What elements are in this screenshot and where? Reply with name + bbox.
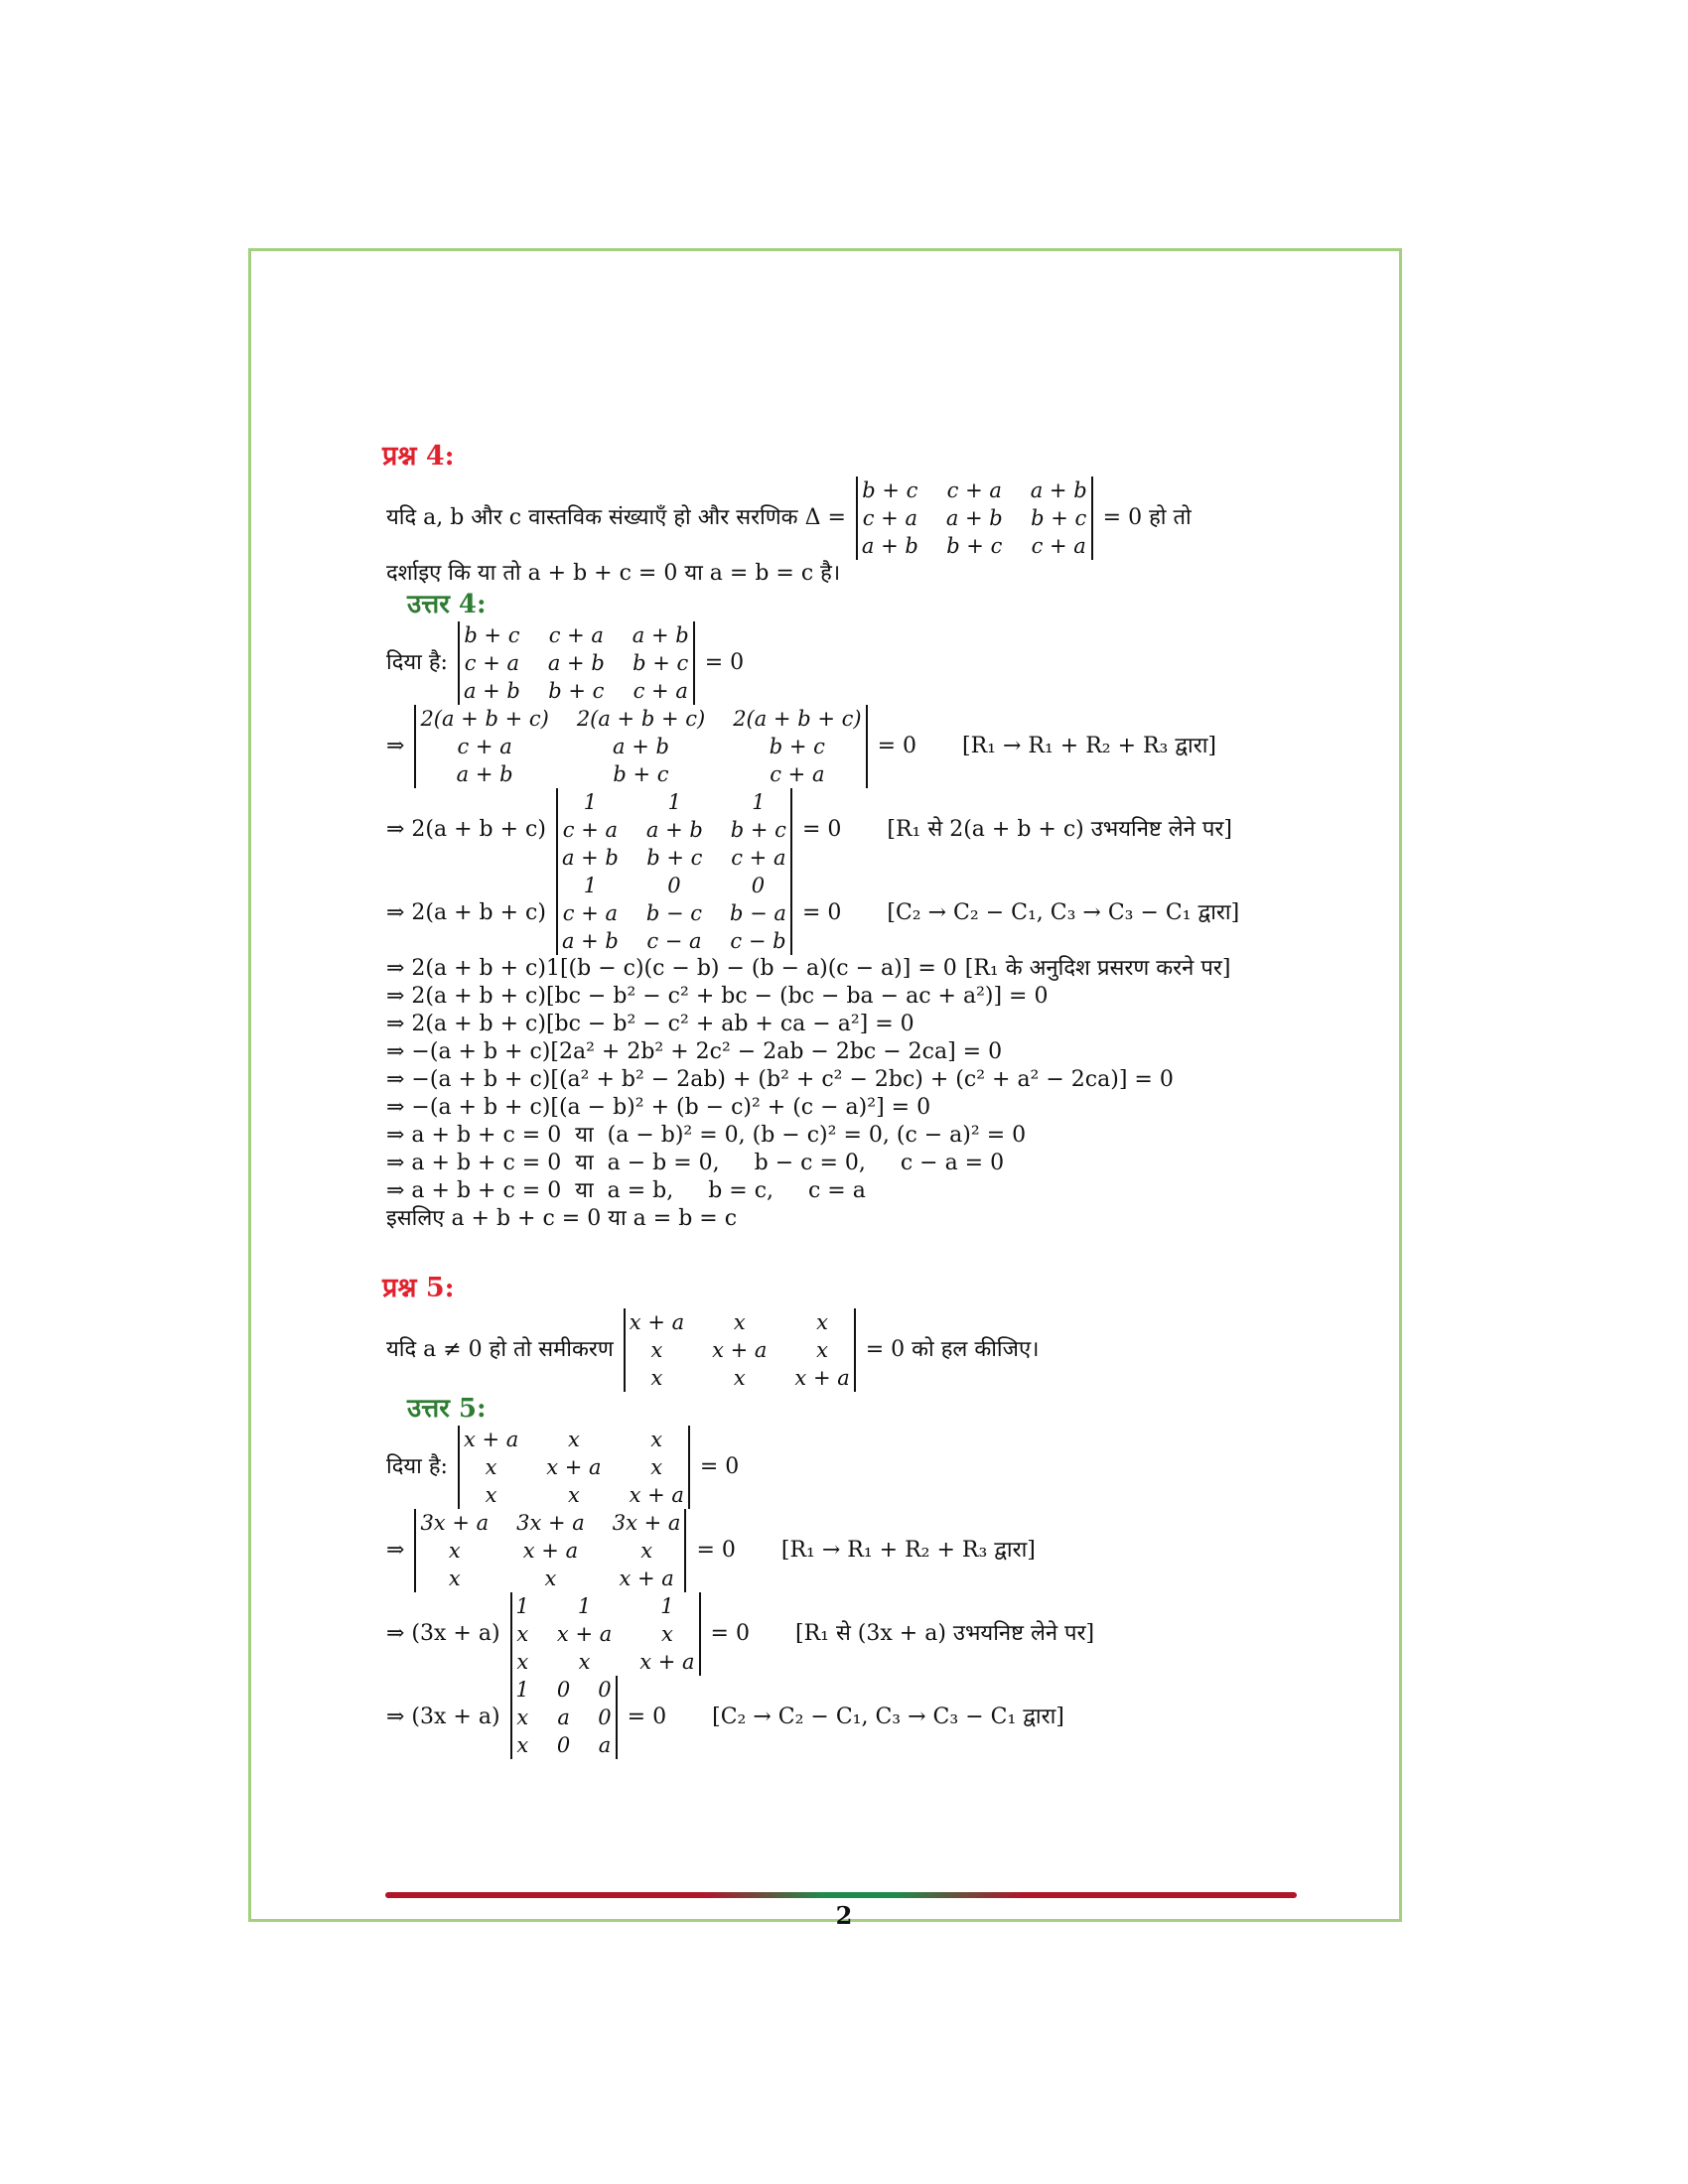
determinant-cell: c + a: [633, 679, 688, 703]
question-5-statement: यदि a ≠ 0 हो तो समीकरण x + a x x x x + a x x x x + a = 0 को हल कीजिए।: [386, 1310, 1040, 1390]
step-note: [R₁ → R₁ + R₂ + R₃ द्वारा]: [780, 1538, 1036, 1563]
page-content: [382, 437, 1276, 1759]
answer-4-line: ⇒ a + b + c = 0 या a − b = 0, b − c = 0, c − a = 0: [386, 1151, 1005, 1175]
determinant-cell: x: [650, 1428, 663, 1451]
determinant-cell: x + a: [522, 1539, 579, 1563]
determinant-cell: x: [516, 1650, 529, 1674]
determinant-cell: x + a: [712, 1338, 768, 1362]
determinant-cell: 1: [752, 790, 766, 814]
determinant-cell: x: [640, 1539, 653, 1563]
answer-5-given: दिया है: x + a x x x x + a x x x x + a = 0: [386, 1428, 740, 1507]
determinant-cell: c + a: [946, 478, 1002, 502]
answer-4-step-4: ⇒ 2(a + b + c)1[(b − c)(c − b) − (b − a)(c − a)] = 0 [R₁ के अनुदिश प्रसरण करने पर]: [386, 956, 1231, 981]
answer-5-heading: उत्तर 5:: [407, 1394, 487, 1424]
determinant-cell: a + b: [463, 679, 520, 703]
question-4-statement-line2: दर्शाइए कि या तो a + b + c = 0 या a = b = c है।: [386, 561, 841, 586]
answer-4-step-2: ⇒ 2(a + b + c) 1 1 1 c + a a + b b + c a + b b + c c + a = 0 [R₁ से 2(a + b + c) उभयनिष्ट लेने पर]: [386, 790, 1232, 870]
page-number: 2: [835, 1901, 853, 1930]
determinant: [856, 477, 1093, 560]
determinant: [458, 1426, 690, 1509]
determinant-cell: b − c: [645, 901, 703, 925]
answer-4-line: ⇒ −(a + b + c)[(a − b)² + (b − c)² + (c − a)²] = 0: [386, 1095, 931, 1120]
determinant-cell: 2(a + b + c): [420, 707, 549, 731]
determinant-cell: b + c: [1031, 506, 1087, 530]
determinant-cell: a + b: [456, 762, 513, 786]
answer-4-line: ⇒ −(a + b + c)[2a² + 2b² + 2c² − 2ab − 2bc − 2ca] = 0: [386, 1039, 1003, 1064]
determinant-cell: 3x + a: [612, 1511, 681, 1535]
determinant-cell: x: [485, 1483, 497, 1507]
determinant-cell: a + b: [632, 623, 689, 647]
determinant-cell: x: [516, 1622, 529, 1646]
determinant-cell: a + b: [547, 651, 605, 675]
determinant-cell: x: [578, 1650, 591, 1674]
determinant-cell: a + b: [561, 929, 619, 953]
question-4-heading: प्रश्न 4:: [382, 441, 455, 472]
determinant-cell: x + a: [556, 1622, 613, 1646]
determinant-cell: x: [516, 1733, 529, 1757]
determinant: [458, 621, 695, 705]
determinant-cell: b + c: [464, 623, 520, 647]
determinant-cell: x: [650, 1338, 663, 1362]
determinant-cell: 1: [583, 874, 598, 897]
determinant-cell: x + a: [629, 1310, 685, 1334]
determinant-cell: x + a: [463, 1428, 519, 1451]
step-note: [R₁ से 2(a + b + c) उभयनिष्ट लेने पर]: [887, 817, 1232, 842]
determinant-cell: a + b: [945, 506, 1003, 530]
determinant-cell: x: [733, 1366, 746, 1390]
determinant-cell: b + c: [769, 735, 825, 758]
answer-4-line: ⇒ 2(a + b + c)[bc − b² − c² + ab + ca − a²] = 0: [386, 1012, 914, 1036]
determinant-cell: a + b: [1030, 478, 1087, 502]
determinant-cell: x: [733, 1310, 746, 1334]
question-4-statement: यदि a, b और c वास्तविक संख्याएँ हो और सरणिक Δ = b + c c + a a + b c + a a + b b + c a + b b + c c + a = 0 हो तो: [386, 478, 1192, 558]
answer-4-line: इसलिए a + b + c = 0 या a = b = c: [386, 1206, 738, 1231]
determinant-cell: b + c: [862, 478, 918, 502]
answer-4-lines: [382, 983, 1276, 1233]
step-note: [R₁ के अनुदिश प्रसरण करने पर]: [964, 956, 1231, 981]
determinant-cell: x: [567, 1483, 580, 1507]
determinant-cell: 1: [577, 1594, 592, 1618]
step-note: [C₂ → C₂ − C₁, C₃ → C₃ − C₁ द्वारा]: [712, 1705, 1064, 1729]
determinant-cell: x + a: [546, 1455, 602, 1479]
determinant-cell: c + a: [562, 901, 619, 925]
footer-divider: [385, 1892, 1297, 1898]
answer-4-line: ⇒ a + b + c = 0 या (a − b)² = 0, (b − c)² = 0, (c − a)² = 0: [386, 1123, 1027, 1148]
determinant-cell: x: [516, 1706, 529, 1729]
determinant-cell: x: [816, 1338, 828, 1362]
question-5-heading: प्रश्न 5:: [382, 1273, 455, 1303]
determinant-cell: x: [660, 1622, 673, 1646]
determinant-cell: x: [650, 1366, 663, 1390]
determinant-cell: 0: [556, 1733, 571, 1757]
determinant-cell: c + a: [548, 623, 604, 647]
determinant-cell: a: [557, 1706, 570, 1729]
determinant-cell: c + a: [862, 506, 917, 530]
determinant: [414, 705, 867, 788]
determinant-cell: x + a: [794, 1366, 850, 1390]
determinant-cell: 1: [515, 1678, 529, 1702]
determinant-cell: 3x + a: [420, 1511, 490, 1535]
answer-4-line: ⇒ −(a + b + c)[(a² + b² − 2ab) + (b² + c² − 2bc) + (c² + a² − 2ca)] = 0: [386, 1067, 1174, 1092]
determinant: [556, 872, 792, 955]
determinant-cell: c + a: [464, 651, 520, 675]
determinant-cell: 0: [751, 874, 766, 897]
determinant-cell: 2(a + b + c): [576, 707, 706, 731]
determinant-cell: x: [544, 1567, 557, 1590]
determinant-cell: b + c: [548, 679, 605, 703]
determinant-cell: c + a: [562, 818, 619, 842]
determinant-cell: a + b: [561, 846, 619, 870]
determinant-cell: b + c: [613, 762, 669, 786]
determinant-cell: 0: [598, 1678, 612, 1702]
step-note: [R₁ से (3x + a) उभयनिष्ट लेने पर]: [794, 1621, 1095, 1646]
determinant-cell: a + b: [861, 534, 918, 558]
determinant-cell: 1: [583, 790, 598, 814]
determinant-cell: 1: [515, 1594, 529, 1618]
determinant-cell: x: [567, 1428, 580, 1451]
determinant-cell: b − a: [730, 901, 786, 925]
determinant-cell: 1: [660, 1594, 674, 1618]
answer-4-step-1: ⇒ 2(a + b + c) 2(a + b + c) 2(a + b + c) c + a a + b b + c a + b b + c c + a = 0 [R₁ → R₁ + R₂ + R₃ द्वारा]: [386, 707, 1216, 786]
determinant-cell: a + b: [645, 818, 703, 842]
step-note: [C₂ → C₂ − C₁, C₃ → C₃ − C₁ द्वारा]: [887, 900, 1240, 925]
determinant-cell: a + b: [613, 735, 669, 758]
determinant: [414, 1509, 686, 1592]
answer-5-step-3: ⇒ (3x + a) 1 0 0 x a 0 x 0 a = 0 [C₂ → C₂ − C₁, C₃ → C₃ − C₁ द्वारा]: [386, 1678, 1064, 1757]
determinant-cell: c + a: [770, 762, 825, 786]
determinant-cell: x + a: [629, 1483, 684, 1507]
determinant-cell: x: [816, 1310, 828, 1334]
determinant-cell: 0: [667, 874, 681, 897]
answer-5-step-2: ⇒ (3x + a) 1 1 1 x x + a x x x x + a = 0 [R₁ से (3x + a) उभयनिष्ट लेने पर]: [386, 1594, 1095, 1674]
determinant-cell: c − a: [646, 929, 702, 953]
determinant-cell: 0: [598, 1706, 612, 1729]
determinant-cell: a: [598, 1733, 612, 1757]
determinant-cell: x: [650, 1455, 663, 1479]
determinant-cell: c + a: [1031, 534, 1086, 558]
determinant: [624, 1308, 856, 1392]
determinant-cell: x + a: [639, 1650, 695, 1674]
answer-4-line: ⇒ 2(a + b + c)[bc − b² − c² + bc − (bc − ba − ac + a²)] = 0: [386, 984, 1049, 1009]
answer-4-given: दिया है: b + c c + a a + b c + a a + b b + c a + b b + c c + a = 0: [386, 623, 745, 703]
determinant-cell: b + c: [946, 534, 1003, 558]
answer-4-heading: उत्तर 4:: [407, 590, 487, 619]
determinant-cell: x: [485, 1455, 497, 1479]
determinant-cell: 0: [556, 1678, 571, 1702]
determinant-cell: c − b: [730, 929, 786, 953]
determinant: [556, 788, 792, 872]
determinant-cell: c + a: [457, 735, 512, 758]
answer-5-step-1: ⇒ 3x + a 3x + a 3x + a x x + a x x x x + a = 0 [R₁ → R₁ + R₂ + R₃ द्वारा]: [386, 1511, 1036, 1590]
determinant-cell: 2(a + b + c): [733, 707, 862, 731]
determinant-cell: x: [448, 1567, 461, 1590]
determinant-cell: 1: [667, 790, 682, 814]
determinant: [510, 1592, 701, 1676]
determinant: [510, 1676, 618, 1759]
answer-4-line: ⇒ a + b + c = 0 या a = b, b = c, c = a: [386, 1178, 866, 1203]
determinant-cell: c + a: [731, 846, 786, 870]
determinant-cell: x: [448, 1539, 461, 1563]
determinant-cell: x + a: [619, 1567, 674, 1590]
answer-4-step-3: ⇒ 2(a + b + c) 1 0 0 c + a b − c b − a a + b c − a c − b = 0 [C₂ → C₂ − C₁, C₃ → C₃ − C₁ द्वारा]: [386, 874, 1240, 953]
determinant-cell: b + c: [633, 651, 689, 675]
determinant-cell: 3x + a: [516, 1511, 585, 1535]
determinant-cell: b + c: [646, 846, 703, 870]
step-note: [R₁ → R₁ + R₂ + R₃ द्वारा]: [962, 734, 1216, 758]
determinant-cell: b + c: [730, 818, 786, 842]
